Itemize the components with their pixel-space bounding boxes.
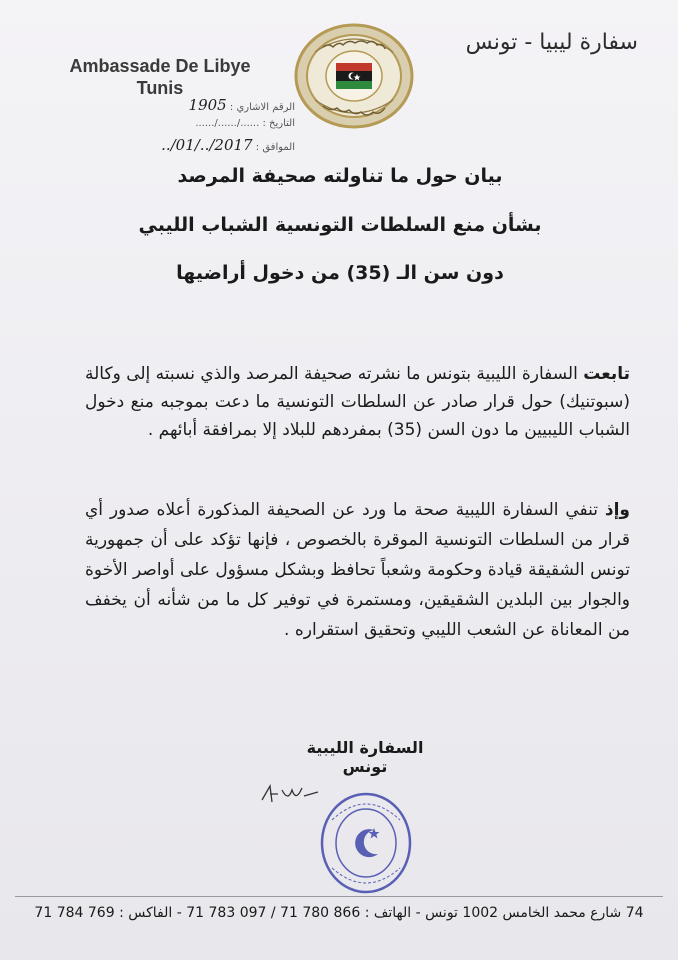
statement-title-line3: دون سن الـ (35) من دخول أراضيها (176, 262, 504, 284)
footer-contact: 74 شارع محمد الخامس 1002 تونس - الهاتف : 866 780 71 / 097 783 71 - الفاكس : 769 784 71 (34, 905, 644, 921)
libya-emblem-icon (293, 22, 415, 130)
paragraph-2-text: تنفي السفارة الليبية صحة ما ورد عن الصحيفة المذكورة أعلاه صدور أي قرار من السلطات التونسية الموقرة بالخصوص ، فإنها تؤكد على أن جمهورية تونس الشقيقة قيادة وحكومة وشعباً تحافظ وبشكل مسؤول على أواصر الأخوة والجوار بين البلدين الشقيقين، ومستمرة في توفير كل ما من شأنه أن يخفف من المعاناة عن الشعب الليبي وتحقيق استقراره . (85, 500, 630, 640)
reference-number-row (95, 96, 295, 114)
reference-number-value: 1905 (188, 96, 227, 114)
corresponding-date-row (70, 136, 295, 154)
date-row (95, 118, 295, 129)
date-value: ....../....../...... (195, 118, 260, 129)
corresponding-date-label: الموافق : (255, 142, 295, 153)
paragraph-1-text: السفارة الليبية بتونس ما نشرته صحيفة المرصد والذي نسبته إلى وكالة (سبوتنيك) حول قرار صادر عن السلطات التونسية ما دعت بموجبه منع دخول الشباب الليبيين ما دون السن (35) بمفردهم للبلاد إلا بمرافقة أبائهم . (85, 364, 630, 440)
paragraph-2-lead: وإذ (604, 500, 630, 520)
statement-title-line2: بشأن منع السلطات التونسية الشباب الليبي (138, 214, 542, 236)
signature-block: السفارة الليبية تونس (306, 738, 424, 776)
embassy-name-arabic: سفارة ليبيا - تونس (465, 30, 638, 55)
paragraph-1-lead: تابعت (583, 364, 630, 384)
embassy-name-line1: Ambassade De Libye (69, 56, 251, 76)
embassy-stamp-icon (318, 790, 414, 896)
footer-divider (15, 896, 663, 897)
embassy-name-latin (30, 55, 290, 99)
reference-number-label: الرقم الاشاري : (229, 102, 295, 113)
date-label: التاريخ : (262, 118, 295, 129)
embassy-name-line2: Tunis (136, 78, 184, 98)
statement-title-line1: بيان حول ما تناولته صحيفة المرصد (177, 165, 503, 187)
body-paragraph-2 (85, 495, 630, 645)
body-paragraph-1 (85, 360, 630, 444)
corresponding-date-value: 2017/../01/.. (161, 136, 253, 154)
